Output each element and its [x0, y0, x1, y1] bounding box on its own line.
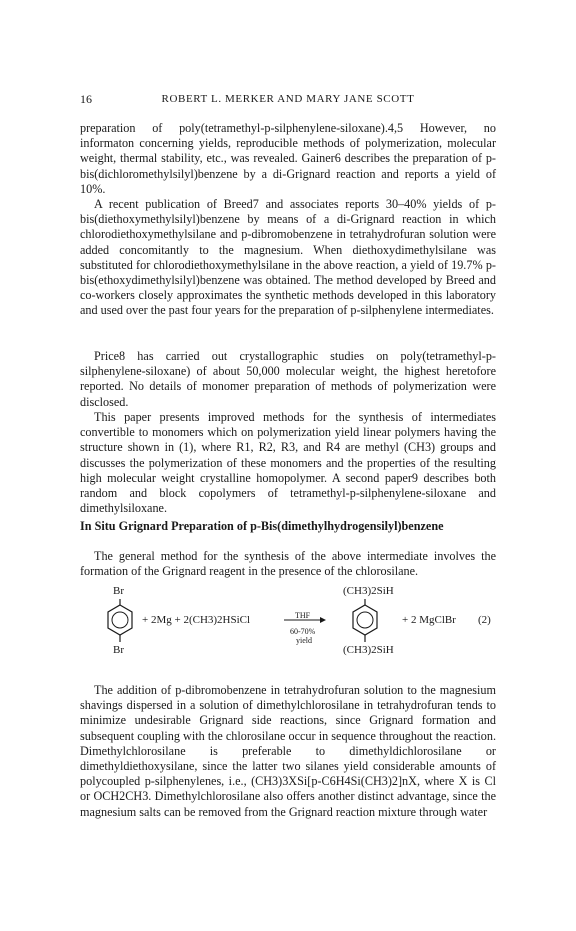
silyl-bottom-label: (CH3)2SiH: [343, 644, 394, 656]
paragraph-4: [80, 410, 496, 516]
reaction-scheme-graphic: [80, 596, 496, 666]
bromine-bottom-label: Br: [113, 644, 124, 656]
benzene-ring-left: [108, 599, 132, 642]
running-head: ROBERT L. MERKER AND MARY JANE SCOTT: [161, 93, 415, 105]
paragraph-text: preparation of poly(tetramethyl-p-silphenylene-siloxane).4,5 However, no informaton concerning yields, reproducible methods of polymerization, molecular weight, thermal stability, etc., was revealed. Gainer6 describes the preparation of p-bis(dichloromethylsilyl)benzene by a di-Grignard reaction and reports a yield of 10%.: [80, 121, 496, 196]
paragraph-6: [80, 683, 496, 820]
byproduct-label: + 2 MgClBr: [402, 614, 456, 626]
paragraph-text: Price8 has carried out crystallographic studies on poly(tetramethyl-p-silphenylene-siloxane) of about 50,000 molecular weight, the highest heretofore reported. No details of monomer preparation of methods of polymerization were disclosed.: [80, 349, 496, 409]
paragraph-3: [80, 349, 496, 410]
benzene-ring-right: [353, 599, 377, 642]
yield-value: 60-70%: [290, 627, 316, 636]
equation-number: (2): [478, 614, 491, 626]
silyl-top-label: (CH3)2SiH: [343, 585, 394, 597]
page-number: 16: [80, 92, 92, 106]
paragraph-text: The general method for the synthesis of the above intermediate involves the formation of the Grignard reagent in the presence of the chlorosilane.: [80, 549, 496, 579]
solvent-label: THF: [295, 611, 311, 620]
paragraph-text: The addition of p-dibromobenzene in tetrahydrofuran solution to the magnesium shavings dispersed in a solution of dimethylchlorosilane in tetrahydrofuran tends to minimize undesirable Grignard side reactions, since Grignard formation and subsequent coupling with the chlorosilane occur in sequence throughout the reaction. Dimethylchlorosilane is preferable to dimethyldichlorosilane or dimethyldiethoxysilane, since the latter two silanes yield considerable amounts of polycoupled p-silphenylenes, i.e., (CH3)3XSi[p-C6H4Si(CH3)2]nX, where X is Cl or OCH2CH3. Dimethylchlorosilane also offers another distinct advantage, since the magnesium salts can be removed from the Grignard reaction mixture through water: [80, 683, 496, 819]
paragraph-1: [80, 121, 496, 197]
paragraph-5: [80, 549, 496, 579]
paragraph-text: A recent publication of Breed7 and associates reports 30–40% yields of p-bis(diethoxymethylsilyl)benzene by means of a di-Grignard reaction in which chlorodiethoxymethylsilane and p-dibromobenzene in tetrahydrofuran solution were added concomitantly to the magnesium. When diethoxydimethylsilane was substituted for chlorodiethoxymethylsilane in the above reaction, a yield of 19.7% p-bis(ethoxydimethylsilyl)benzene was obtained. The method developed by Breed and co-workers closely approximates the synthetic methods developed in this laboratory and used over the past four years for the preparation of p-silphenylene intermediates.: [80, 197, 496, 318]
page-header: [80, 92, 496, 108]
reagents-label: + 2Mg + 2(CH3)2HSiCl: [142, 614, 251, 626]
yield-word: yield: [296, 636, 312, 645]
paragraph-text: This paper presents improved methods for the synthesis of intermediates convertible to monomers which on polymerization yield linear polymers having the structure shown in (1), where R1, R2, R3, and R4 are methyl (CH3) groups and discusses the polymerization of these monomers and the properties of the resulting high molecular weight crystalline homopolymer. A second paper9 describes both random and block copolymers of tetramethyl-p-silphenylene-siloxane and dimethylsiloxane.: [80, 410, 496, 516]
bromine-top-label: Br: [113, 585, 124, 597]
reaction-equation: [80, 585, 496, 666]
paragraph-2: [80, 197, 496, 319]
section-heading: In Situ Grignard Preparation of p-Bis(dimethylhydrogensilyl)benzene: [80, 519, 444, 533]
